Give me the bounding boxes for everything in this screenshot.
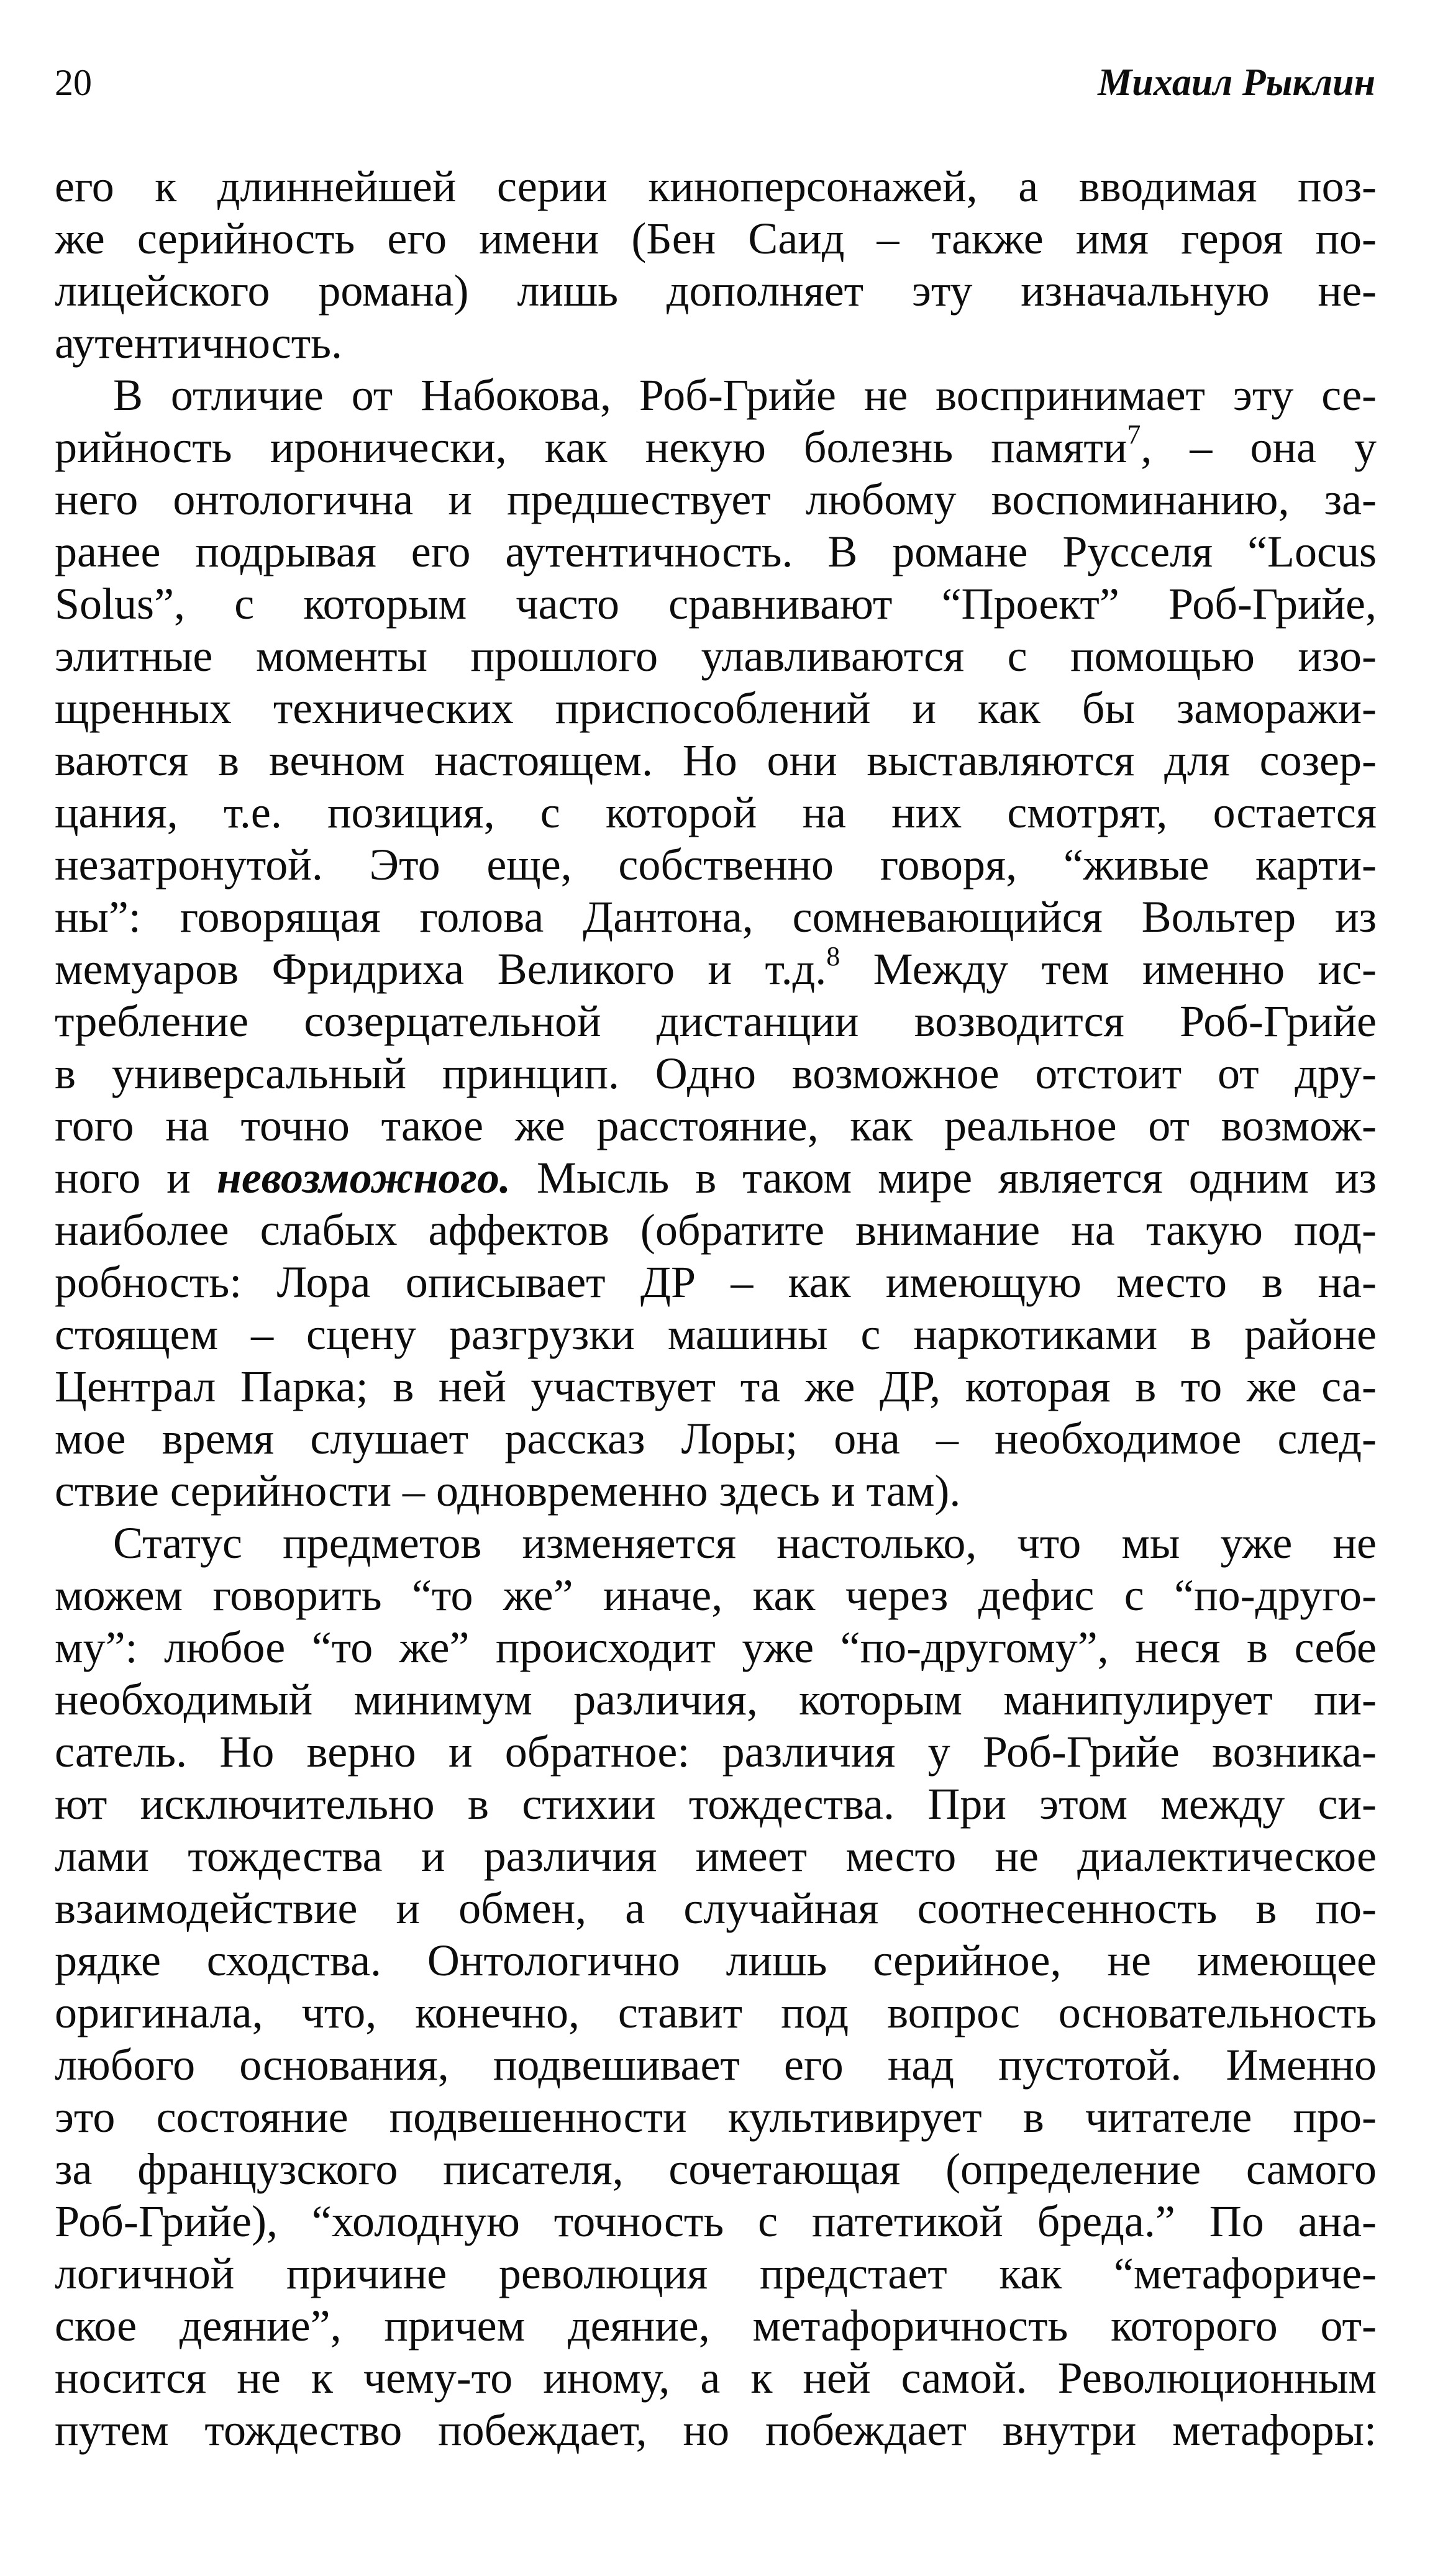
- text-line: ваются в вечном настоящем. Но они выставляются для созер-: [55, 735, 1377, 785]
- paragraph-2: [55, 369, 1377, 1517]
- text-line: взаимодействие и обмен, а случайная соотнесенность в по-: [55, 1883, 1377, 1933]
- text-line: Роб-Грийе), “холодную точность с патетикой бреда.” По ана-: [55, 2196, 1377, 2246]
- text-line: ское деяние”, причем деяние, метафоричность которого от-: [55, 2301, 1377, 2351]
- text-segment: ного и: [55, 1153, 217, 1203]
- text-segment: мемуаров Фридриха Великого и т.д.: [55, 944, 827, 994]
- text-line: лицейского романа) лишь дополняет эту изначальную не-: [55, 266, 1377, 316]
- text-line: логичной причине революция предстает как “метафориче-: [55, 2249, 1377, 2298]
- text-line: мое время слушает рассказ Лоры; она – необходимое след-: [55, 1414, 1377, 1463]
- text-line: за французского писателя, сочетающая (определение самого: [55, 2144, 1377, 2194]
- text-line: гого на точно такое же расстояние, как реальное от возмож-: [55, 1101, 1377, 1150]
- text-line: ют исключительно в стихии тождества. При этом между си-: [55, 1779, 1377, 1829]
- text-line: это состояние подвешенности культивирует в читателе про-: [55, 2092, 1377, 2142]
- text-line: него онтологична и предшествует любому воспоминанию, за-: [55, 475, 1377, 524]
- text-line: наиболее слабых аффектов (обратите внимание на такую под-: [55, 1205, 1377, 1255]
- text-line: ны”: говорящая голова Дантона, сомневающийся Вольтер из: [55, 892, 1377, 942]
- text-line: Solus”, с которым часто сравнивают “Проект” Роб-Грийе,: [55, 579, 1377, 629]
- page-number: 20: [55, 62, 92, 103]
- text-line: любого основания, подвешивает его над пустотой. Именно: [55, 2040, 1377, 2090]
- paragraph-3: [55, 1517, 1377, 2456]
- text-line: робность: Лора описывает ДР – как имеющую место в на-: [55, 1257, 1377, 1307]
- footnote-marker: 7: [1127, 421, 1141, 450]
- text-line: Статус предметов изменяется настолько, что мы уже не: [113, 1518, 1377, 1568]
- text-line: оригинала, что, конечно, ставит под вопрос основательность: [55, 1988, 1377, 2037]
- running-head: [55, 55, 1375, 111]
- text-line: сатель. Но верно и обратное: различия у Роб-Грийе возника-: [55, 1727, 1377, 1777]
- text-line: В отличие от Набокова, Роб-Грийе не воспринимает эту се-: [113, 370, 1377, 420]
- text-line: стоящем – сцену разгрузки машины с наркотиками в районе: [55, 1309, 1377, 1359]
- text-segment: Мысль в таком мире является одним из: [511, 1153, 1377, 1203]
- text-line: носится не к чему-то иному, а к ней самой. Революционным: [55, 2353, 1377, 2403]
- text-line: му”: любое “то же” происходит уже “по-другому”, неся в себе: [55, 1623, 1377, 1672]
- text-line: незатронутой. Это еще, собственно говоря, “живые карти-: [55, 840, 1377, 890]
- text-line: путем тождество побеждает, но побеждает внутри метафоры:: [55, 2405, 1377, 2455]
- text-line: можем говорить “то же” иначе, как через дефис с “по-друго-: [55, 1570, 1377, 1620]
- text-line: его к длиннейшей серии киноперсонажей, а вводимая поз-: [55, 162, 1377, 211]
- text-line: ранее подрывая его аутентичность. В романе Русселя “Locus: [55, 527, 1377, 576]
- paragraph-1: [55, 160, 1377, 369]
- text-line: необходимый минимум различия, которым манипулирует пи-: [55, 1675, 1377, 1724]
- text-line: же серийность его имени (Бен Саид – также имя героя по-: [55, 214, 1377, 263]
- running-head-author: Михаил Рыклин: [1098, 61, 1375, 104]
- text-line: Централ Парка; в ней участвует та же ДР, которая в то же са-: [55, 1362, 1377, 1411]
- emphasized-term: невозможного.: [216, 1153, 511, 1203]
- text-line: лами тождества и различия имеет место не диалектическое: [55, 1831, 1377, 1881]
- text-segment: , – она у: [1141, 422, 1377, 472]
- text-line: [55, 421, 1377, 473]
- text-line: требление созерцательной дистанции возводится Роб-Грийе: [55, 996, 1377, 1046]
- text-line: рядке сходства. Онтологично лишь серийное, не имеющее: [55, 1936, 1377, 1985]
- text-segment: Между тем именно ис-: [840, 944, 1377, 994]
- text-line: [55, 943, 1377, 995]
- text-line: [55, 1152, 1377, 1204]
- text-segment: рийность иронически, как некую болезнь памяти: [55, 422, 1127, 472]
- text-line: цания, т.е. позиция, с которой на них смотрят, остается: [55, 788, 1377, 837]
- text-line: щренных технических приспособлений и как бы заморажи-: [55, 683, 1377, 733]
- text-line: элитные моменты прошлого улавливаются с помощью изо-: [55, 631, 1377, 681]
- text-line: аутентичность.: [55, 318, 343, 368]
- text-line: в универсальный принцип. Одно возможное отстоит от дру-: [55, 1049, 1377, 1098]
- text-line: ствие серийности – одновременно здесь и там).: [55, 1466, 961, 1516]
- body-text: [55, 160, 1377, 2456]
- footnote-marker: 8: [826, 943, 840, 972]
